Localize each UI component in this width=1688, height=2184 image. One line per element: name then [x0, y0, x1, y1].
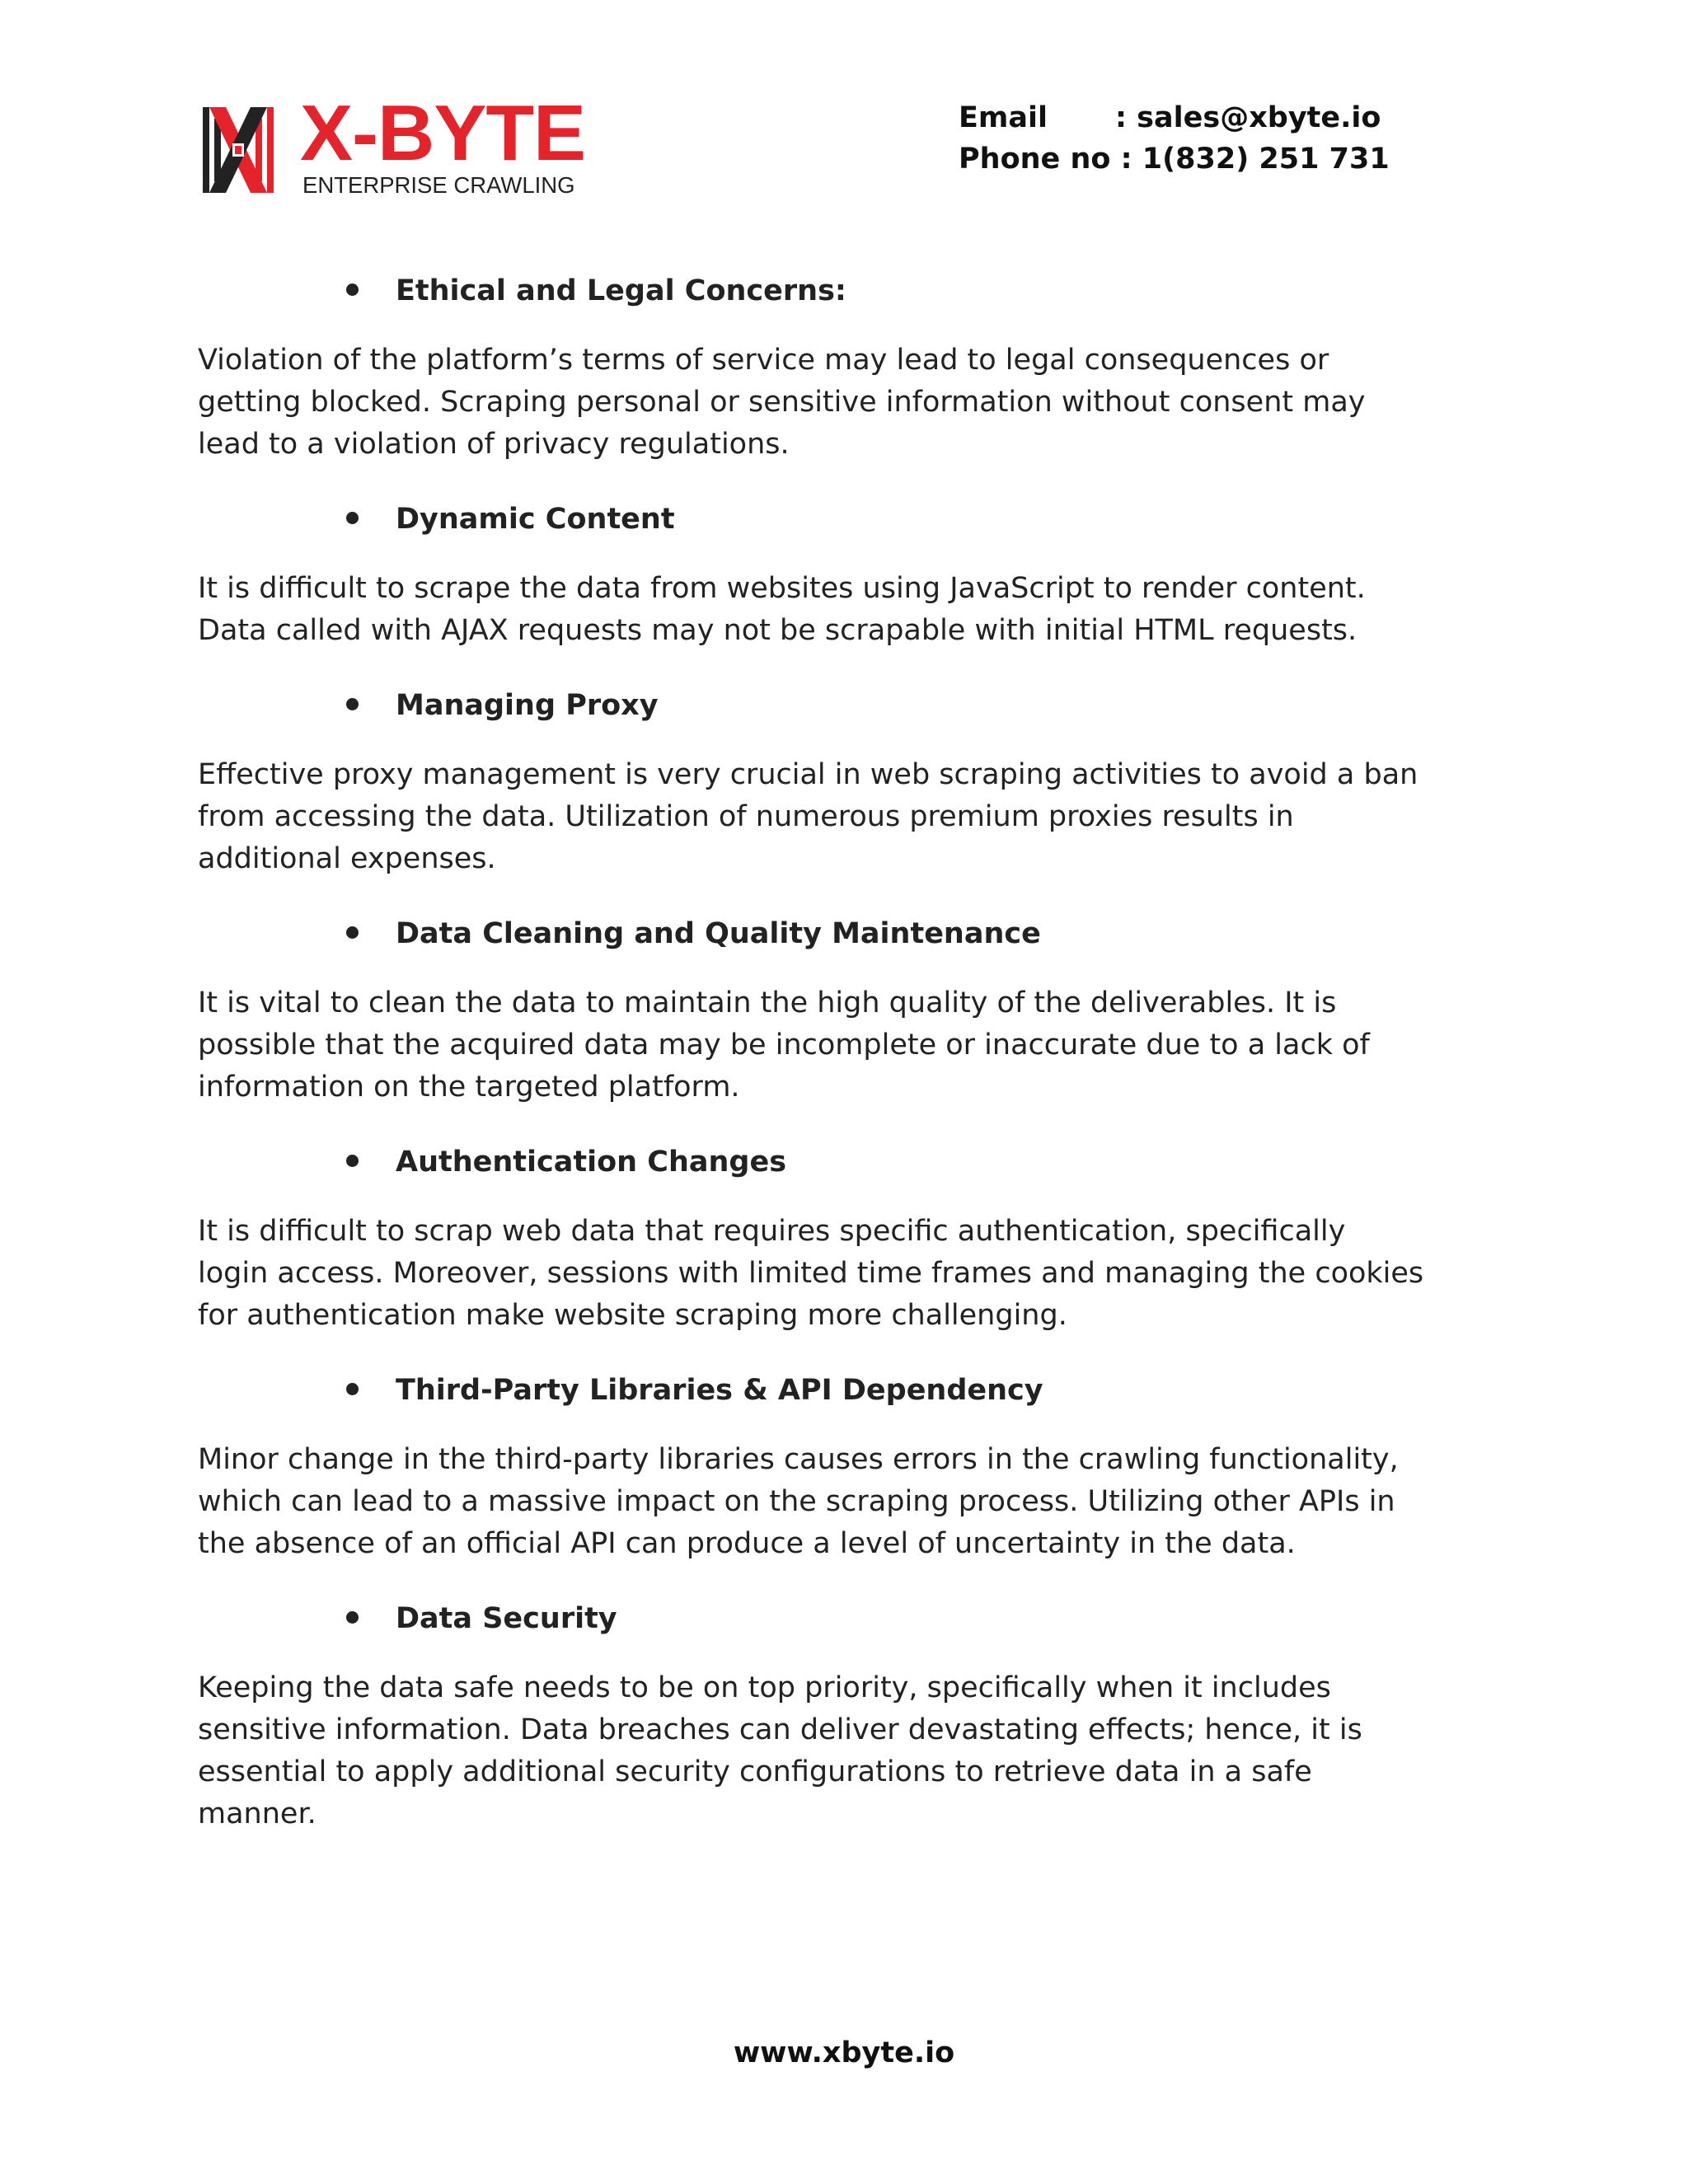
- logo-wordmark: [300, 89, 586, 177]
- section-title: Ethical and Legal Concerns:: [396, 274, 846, 307]
- section-heading: [198, 912, 1500, 956]
- email-value: : sales@xbyte.io: [1115, 101, 1381, 134]
- section-heading: [198, 269, 1500, 313]
- logo-name: [300, 89, 585, 177]
- bullet-icon: [346, 284, 359, 296]
- contact-info: [959, 97, 1390, 180]
- logo-name-prefix: X-: [300, 89, 377, 177]
- section-title: Authentication Changes: [396, 1146, 787, 1179]
- phone-value: : 1(832) 251 731: [1120, 143, 1390, 176]
- section-title: Third-Party Libraries & API Dependency: [396, 1374, 1043, 1407]
- section-heading: [198, 1368, 1500, 1413]
- company-logo: [201, 89, 588, 201]
- section-paragraph: Effective proxy management is very crucial in web scraping activities to avoid a ban from accessing the data. Utilization of numerous premium proxies results in additional expenses.: [198, 758, 1418, 875]
- email-row: [959, 97, 1390, 138]
- logo-tagline: ENTERPRISE CRAWLING: [302, 172, 575, 198]
- logo-name-suffix: BYTE: [377, 89, 586, 177]
- section-paragraph: Keeping the data safe needs to be on top priority, specifically when it includes sensitive information. Data breaches can deliver devastating effects; hence, it is essential to apply additional security configurations to retrieve data in a safe manner.: [198, 1671, 1362, 1830]
- section-paragraph: Minor change in the third-party libraries causes errors in the crawling functionality, which can lead to a massive impact on the scraping process. Utilizing other APIs in the absence of an official API can produce a level of uncertainty in the data.: [198, 1443, 1399, 1560]
- section-heading: [198, 683, 1500, 728]
- section-heading: [198, 1140, 1500, 1184]
- phone-label: Phone no: [959, 143, 1111, 176]
- section-heading: [198, 1596, 1500, 1641]
- section-title: Managing Proxy: [396, 689, 659, 722]
- section-heading: [198, 497, 1500, 541]
- section-paragraph: It is difficult to scrape the data from websites using JavaScript to render content. Data called with AJAX requests may not be scrapable with initial HTML requests.: [198, 572, 1366, 647]
- section-title: Data Cleaning and Quality Maintenance: [396, 917, 1041, 950]
- bullet-icon: [346, 1611, 359, 1624]
- bullet-icon: [346, 1383, 359, 1395]
- footer-website[interactable]: www.xbyte.io: [733, 2036, 955, 2069]
- bullet-icon: [346, 512, 359, 524]
- section-title: Data Security: [396, 1602, 617, 1635]
- section-paragraph: It is vital to clean the data to maintain the high quality of the deliverables. It is possible that the acquired data may be incomplete or inaccurate due to a lack of information on the targeted platform.: [198, 987, 1370, 1104]
- bullet-icon: [346, 926, 359, 939]
- section-paragraph: It is difficult to scrap web data that requires specific authentication, specifically login access. Moreover, sessions with limited time frames and managing the cookies for authentication make website scraping more challenging.: [198, 1215, 1424, 1332]
- document-content: [198, 269, 1500, 1867]
- section-title: Dynamic Content: [396, 503, 675, 536]
- email-label: Email: [959, 101, 1048, 134]
- x-byte-logo-icon: [201, 102, 275, 198]
- bullet-icon: [346, 698, 359, 710]
- section-paragraph: Violation of the platform’s terms of service may lead to legal consequences or getting blocked. Scraping personal or sensitive information without consent may lead to a violation of privacy regulations.: [198, 344, 1366, 461]
- bullet-icon: [346, 1155, 359, 1167]
- phone-row: [959, 138, 1390, 180]
